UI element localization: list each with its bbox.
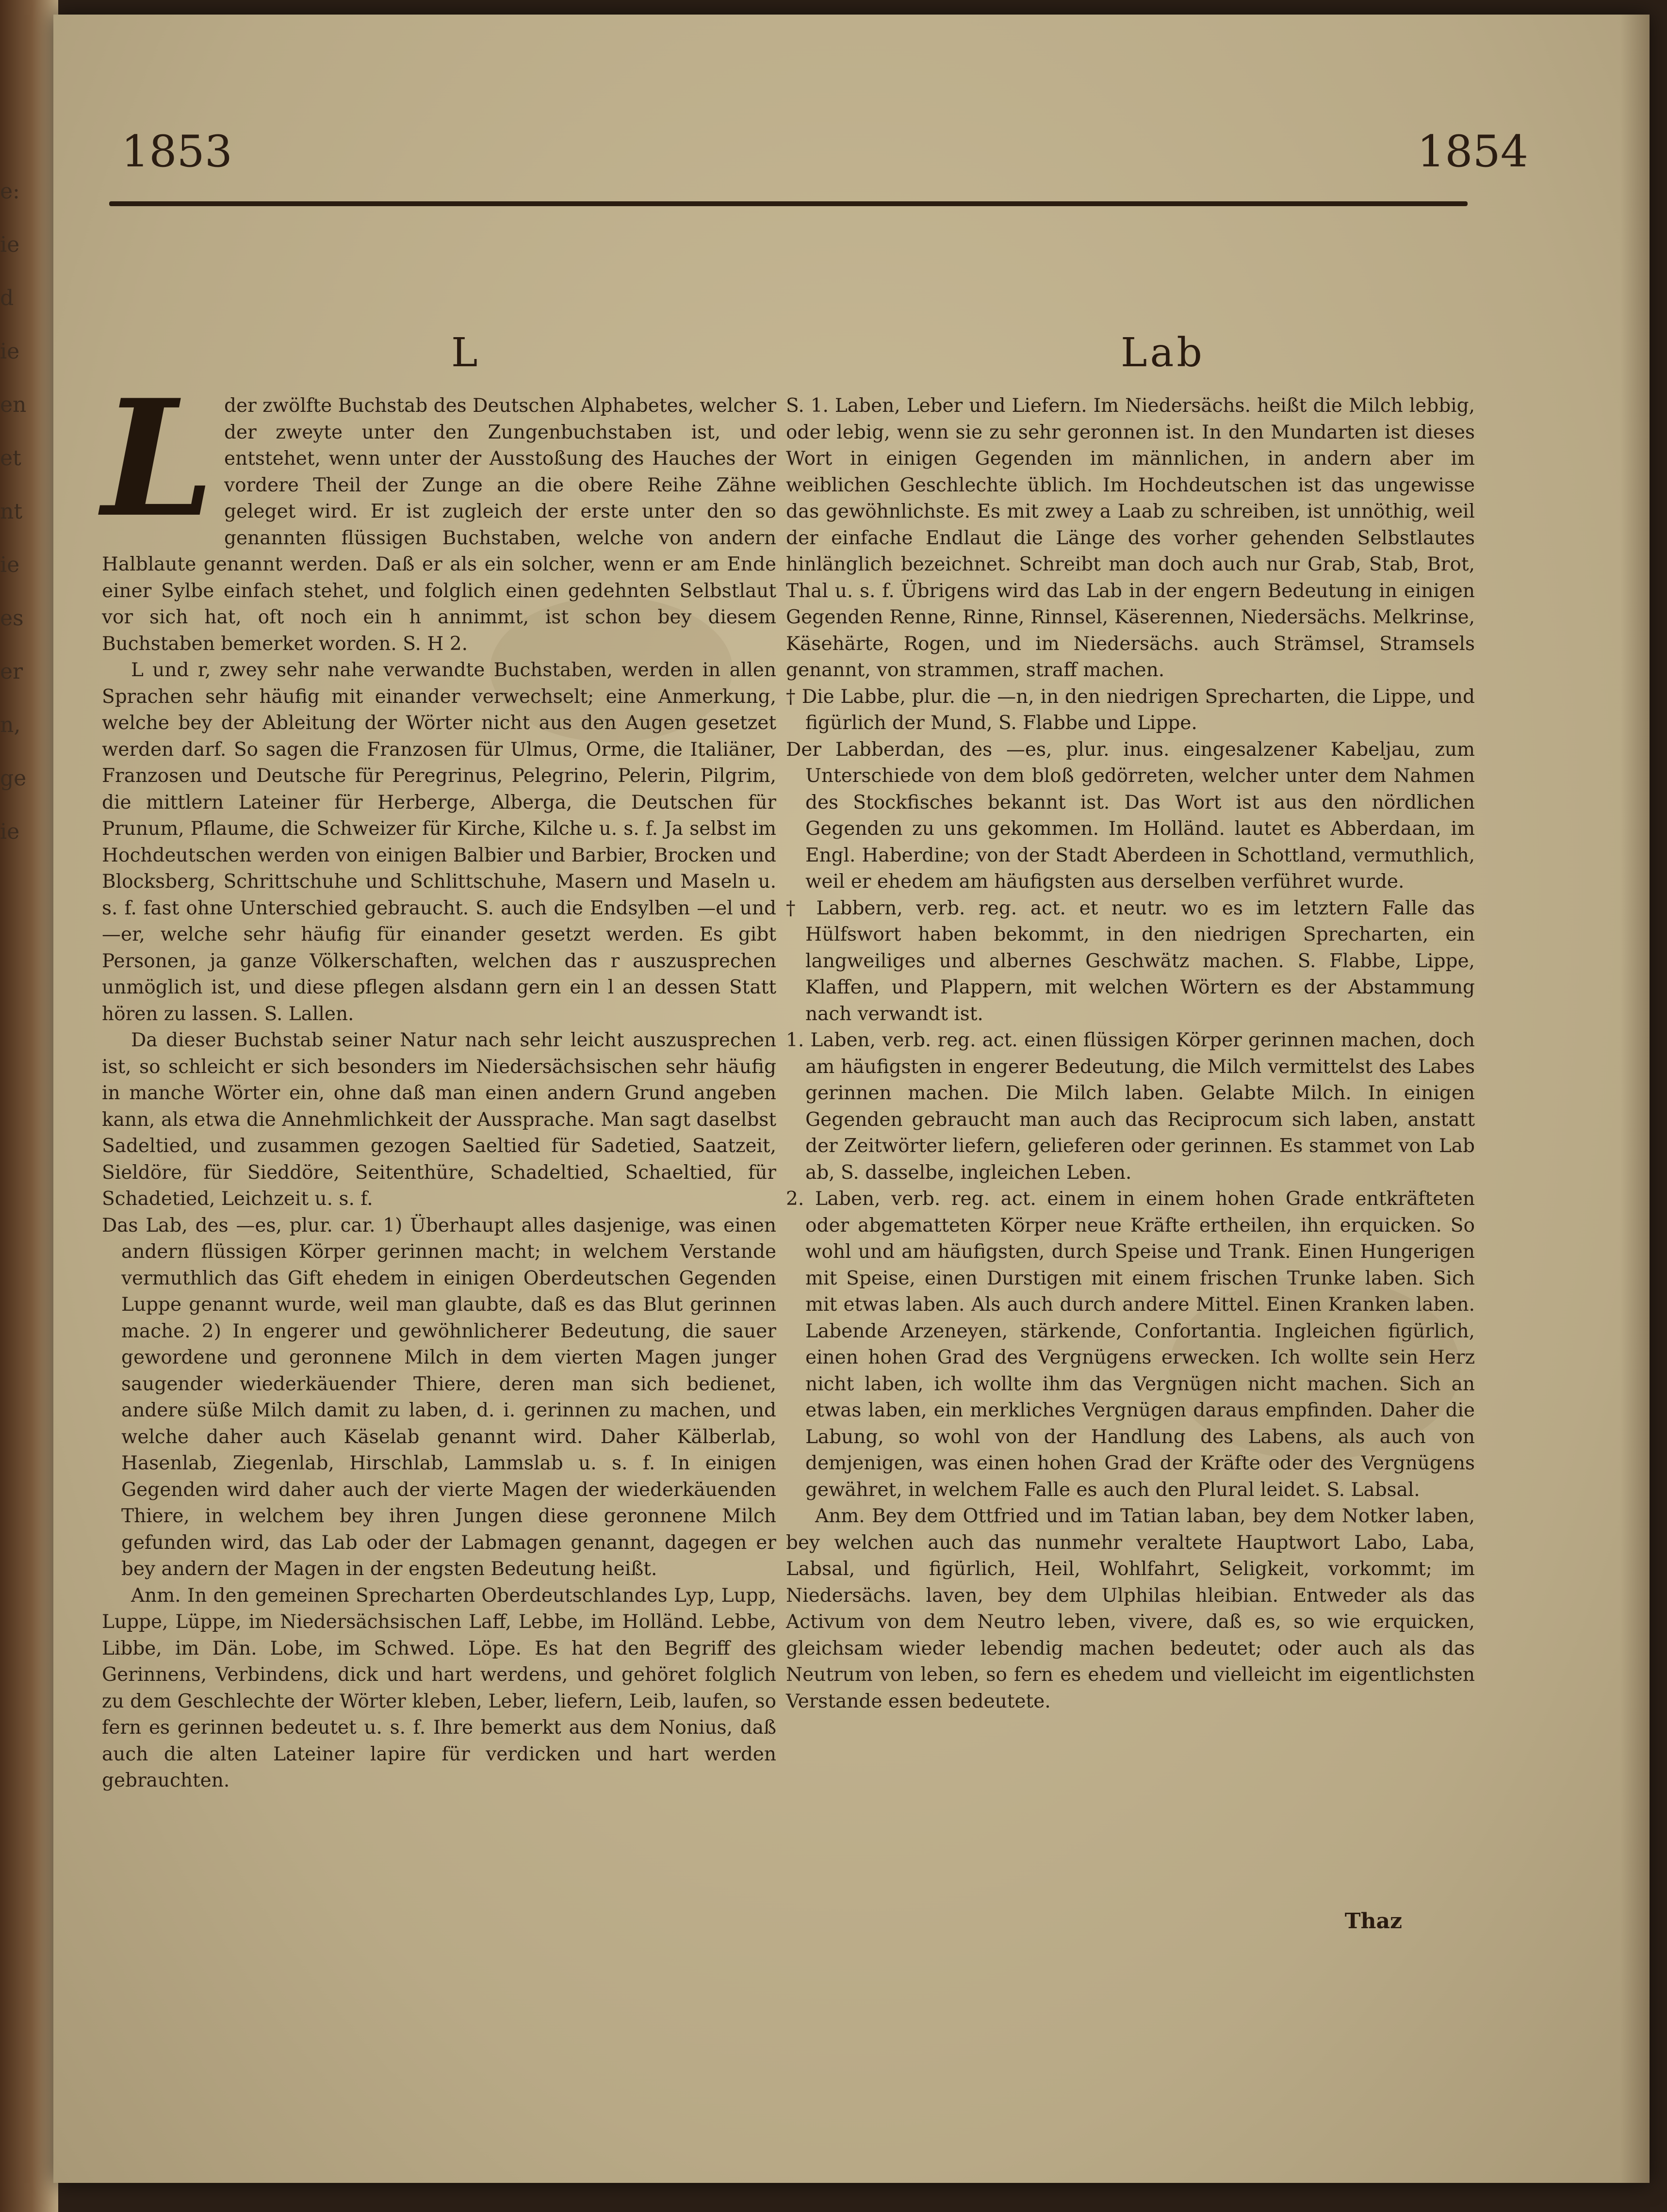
column-header-left: L [451,330,481,376]
prev-fragment: ie [0,232,20,257]
entry-paragraph: Da dieser Buchstab seiner Natur nach sehr leicht auszusprechen ist, so schleicht er sich besonders im Niedersächsischen sehr häufig in manche Wörter ein, ohne daß man einen andern Grund angeben kann, als etwa die Annehmlichkeit der Aussprache. Man sagt daselbst Sadeltied, und zusammen gezogen Saeltied für Sadetied, Saatzeit, Sieldöre, für Sieddöre, Seitenthüre, Schadeltied, Schaeltied, für Schadetied, Leichzeit u. s. f. [102,1029,776,1210]
entry-paragraph: Anm. In den gemeinen Sprecharten Oberdeutschlandes Lyp, Lupp, Luppe, Lüppe, im Niedersächsischen Laff, Lebbe, im Holländ. Lebbe, Libbe, im Dän. Lobe, im Schwed. Löpe. Es hat den Begriff des Gerinnens, Verbindens, dick und hart werdens, und gehöret folglich zu dem Geschlechte der Wörter kleben, Leber, liefern, Leib, laufen, so fern es gerinnen bedeutet u. s. f. Ihre bemerkt aus dem Nonius, daß auch die alten Lateiner lapire für verdicken und hart werden gebrauchten. [102,1584,776,1791]
prev-fragment: en [0,392,27,417]
entry-paragraph: 2. Laben, verb. reg. act. einem in einem hohen Grade entkräfteten oder abgematteten Körper neue Kräfte ertheilen, ihn erquicken. So wohl und am häufigsten, durch Speise und Trank. Einen Hungerigen mit Speise, einen Durstigen mit einem frischen Trunke laben. Sich mit etwas laben. Als auch durch andere Mittel. Einen Kranken laben. Labende Arzeneyen, stärkende, Confortantia. Ingleichen figürlich, einen hohen Grad des Vergnügens erwecken. Ich wollte sein Herz nicht laben, ich wollte ihm das Vergnügen nicht machen. Sich an etwas laben, ein merkliches Vergnügen daraus empfinden. Daher die Labung, so wohl von der Handlung des Labens, als auch von demjenigen, was einen hohen Grad der Kräfte oder des Vergnügens gewähret, in welchem Falle es auch den Plural leidet. S. Labsal. [786,1188,1475,1501]
prev-fragment: er [0,659,23,684]
column-header-right: Lab [1121,330,1205,376]
entry-paragraph: der zwölfte Buchstab des Deutschen Alphabetes, welcher der zweyte unter den Zungenbuchstaben ist, und entstehet, wenn unter der Ausstoßung des Hauches der vordere Theil der Zunge an die obere Reihe Zähne geleget wird. Er ist zugleich der erste unter den so genannten flüssigen Buchstaben, welche von andern Halblaute genannt werden. Daß er als ein solcher, wenn er am Ende einer Sylbe einfach stehet, und folglich einen gedehnten Selbstlaut vor sich hat, oft noch ein h annimmt, ist schon bey diesem Buchstaben bemerket worden. S. H 2. [102,395,776,655]
prev-fragment: n, [0,713,21,737]
header-rule [109,201,1468,206]
entry-paragraph: Anm. Bey dem Ottfried und im Tatian laban, bey dem Notker laben, bey welchen auch das nunmehr veraltete Hauptwort Labo, Laba, Labsal, und figürlich, Heil, Wohlfahrt, Seligkeit, vorkommt; im Niedersächs. laven, bey dem Ulphilas hleibian. Entweder als das Activum von dem Neutro leben, vivere, daß es, so wie erquicken, gleichsam wieder lebendig machen bedeutet; oder auch als das Neutrum von leben, so fern es ehedem und vielleicht im eigentlichsten Verstande essen bedeutete. [786,1505,1475,1712]
left-column [102,364,776,1794]
prev-fragment: d [0,286,14,310]
page-number-right: 1854 [1417,126,1528,177]
prev-fragment: es [0,606,24,631]
dictionary-page [53,15,1650,2183]
prev-fragment: et [0,446,21,471]
prev-fragment: ie [0,339,20,364]
previous-page-edge [0,165,27,844]
catchword: Thaz [1344,1909,1402,1934]
prev-fragment: ge [0,766,27,791]
right-column [786,393,1475,1715]
entry-paragraph: Das Lab, des —es, plur. car. 1) Überhaupt alles dasjenige, was einen andern flüssigen Körper gerinnen macht; in welchem Verstande vermuthlich das Gift ehedem in einigen Oberdeutschen Gegenden Luppe genannt wurde, weil man glaubte, daß es das Blut gerinnen mache. 2) In engerer und gewöhnlicherer Bedeutung, die sauer gewordene und geronnene Milch in dem vierten Magen junger saugender wiederkäuender Thiere, deren man sich bedienet, andere süße Milch damit zu laben, d. i. gerinnen zu machen, und welche daher auch Käselab genannt wird. Daher Kälberlab, Hasenlab, Ziegenlab, Hirschlab, Lammslab u. s. f. In einigen Gegenden wird daher auch der vierte Magen der wiederkäuenden Thiere, in welchem bey ihren Jungen diese geronnene Milch gefunden wird, das Lab oder der Labmagen genannt, dagegen er bey andern der Magen in der engsten Bedeutung heißt. [102,1214,776,1580]
drop-cap: L [102,364,215,553]
prev-fragment: ie [0,553,20,577]
prev-fragment: nt [0,499,23,524]
entry-paragraph: 1. Laben, verb. reg. act. einen flüssigen Körper gerinnen machen, doch am häufigsten in engerer Bedeutung, die Milch vermittelst des Labes gerinnen machen. Die Milch laben. Gelabte Milch. In einigen Gegenden gebraucht man auch das Reciprocum sich laben, anstatt der Zeitwörter liefern, gelieferen oder gerinnen. Es stammet von Lab ab, S. dasselbe, ingleichen Leben. [786,1029,1475,1184]
page-edge-shadow [1620,15,1650,2183]
entry-paragraph: L und r, zwey sehr nahe verwandte Buchstaben, werden in allen Sprachen sehr häufig mit einander verwechselt; eine Anmerkung, welche bey der Ableitung der Wörter nicht aus den Augen gesetzet werden darf. So sagen die Franzosen für Ulmus, Orme, die Italiäner, Franzosen und Deutsche für Peregrinus, Pelegrino, Pelerin, Pilgrim, die mittlern Lateiner für Herberge, Alberga, die Deutschen für Prunum, Pflaume, die Schweizer für Kirche, Kilche u. s. f. Ja selbst im Hochdeutschen werden von einigen Balbier und Barbier, Brocken und Blocksberg, Schrittschuhe und Schlittschuhe, Masern und Maseln u. s. f. fast ohne Unterschied gebraucht. S. auch die Endsylben —el und —er, welche sehr häufig für einander gesetzt werden. Es gibt Personen, ja ganze Völkerschaften, welchen das r auszusprechen unmöglich ist, und diese pflegen alsdann gern ein l an dessen Statt hören zu lassen. S. Lallen. [102,659,776,1025]
entry-paragraph: † Labbern, verb. reg. act. et neutr. wo es im letztern Falle das Hülfswort haben bekommt, in den niedrigen Sprecharten, ein langweiliges und albernes Geschwätz machen. S. Flabbe, Lippe, Klaffen, und Plappern, mit welchen Wörtern es der Abstammung nach verwandt ist. [786,897,1475,1025]
prev-fragment: e: [0,179,20,204]
entry-paragraph: S. 1. Laben, Leber und Liefern. Im Niedersächs. heißt die Milch lebbig, oder lebig, wenn sie zu sehr geronnen ist. In den Mundarten ist dieses Wort in einigen Gegenden im männlichen, in andern aber im weiblichen Geschlechte üblich. Im Hochdeutschen ist das ungewisse das gewöhnlichste. Es mit zwey a Laab zu schreiben, ist unnöthig, weil der einfache Endlaut die Länge des vorher gehenden Selbstlautes hinlänglich bezeichnet. Schreibt man doch auch nur Grab, Stab, Brot, Thal u. s. f. Übrigens wird das Lab in der engern Bedeutung in einigen Gegenden Renne, Rinne, Rinnsel, Käserennen, Niedersächs. Melkrinse, Käsehärte, Rogen, und im Niedersächs. auch Strämsel, Stramsels genannt, von strammen, straff machen. [786,395,1475,681]
entry-paragraph: † Die Labbe, plur. die —n, in den niedrigen Sprecharten, die Lippe, und figürlich der Mund, S. Flabbe und Lippe. [786,685,1475,734]
prev-fragment: ie [0,819,20,844]
entry-paragraph: Der Labberdan, des —es, plur. inus. eingesalzener Kabeljau, zum Unterschiede von dem bloß gedörreten, welcher unter dem Nahmen des Stockfisches bekannt ist. Das Wort ist aus den nördlichen Gegenden zu uns gekommen. Im Holländ. lautet es Abberdaan, im Engl. Haberdine; von der Stadt Aberdeen in Schottland, vermuthlich, weil er ehedem am häufigsten aus derselben verführet wurde. [786,738,1475,893]
page-number-left: 1853 [121,126,233,177]
